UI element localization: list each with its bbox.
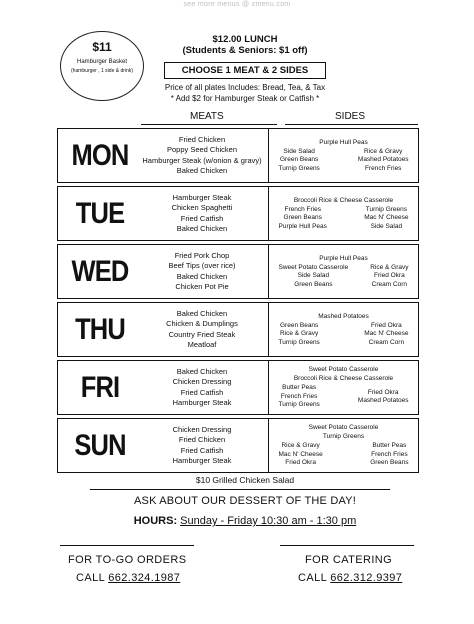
side-item: Side Salad [283,147,315,155]
sides-left-column [279,148,320,173]
sides-right-column [358,389,409,406]
catering-title: FOR CATERING [305,554,393,566]
basket-name: Hamburger Basket [76,59,128,65]
meat-item: Fried Catfish [180,387,224,397]
side-item: Mac N' Cheese [364,214,409,222]
catering-rule [280,545,414,546]
side-item: Mashed Potatoes [357,397,409,404]
side-item: Rice & Gravy [280,330,319,338]
sides-list [268,303,418,356]
side-item: Side Salad [297,272,330,280]
meat-item: Baked Chicken [176,166,228,175]
day-row [57,360,419,415]
side-item: Fried Okra [285,459,316,467]
day-name: SUN [74,428,126,462]
side-item: Mashed Potatoes [318,312,369,320]
side-item: Turnip Greens [278,164,320,172]
day-row [57,244,419,299]
meat-item: Baked Chicken [176,366,228,376]
grilled-chicken-salad: $10 Grilled Chicken Salad [195,475,295,485]
side-item: Cream Corn [368,338,405,346]
sides-right-column [364,206,408,231]
side-item: Butter Peas [282,384,317,392]
day-row [57,186,419,241]
side-item: French Fries [371,450,408,458]
side-item: Fried Okra [371,321,402,329]
sides-right-column [370,264,408,289]
sides-right-column [370,442,408,467]
meat-item: Fried Pork Chop [174,250,230,260]
side-item: Sweet Potato Casserole [308,366,379,374]
sides-list [268,129,418,182]
side-item: Side Salad [370,222,403,230]
sides-right-column [358,148,409,173]
basket-description: (hamburger , 1 side & drink) [71,68,133,74]
side-item: French Fries [364,164,402,172]
meat-item: Chicken Spaghetti [171,203,233,212]
watermark: see more menus @ zmenu.com [183,1,291,8]
togo-rule [60,545,194,546]
catering-phone-line [298,571,402,585]
sides-header-rule [285,124,418,125]
day-name: MON [71,138,129,172]
sides-grid [279,148,409,173]
sides-column-header: SIDES [335,111,366,122]
meat-item: Chicken & Dumplings [166,319,238,328]
side-item: Rice & Gravy [370,263,409,271]
meat-item: Beef Tips (over rice) [168,261,236,270]
meat-item: Fried Chicken [178,435,226,444]
meat-item: Hamburger Steak [172,192,232,202]
divider [90,489,390,490]
side-item: Turnip Greens [322,433,365,441]
side-item: French Fries [280,392,318,400]
basket-price: $11 [92,40,112,54]
choose-instruction: CHOOSE 1 MEAT & 2 SIDES [164,62,326,79]
side-item: Butter Peas [372,442,407,450]
side-item: Sweet Potato Casserole [278,263,349,271]
side-item: Purple Hull Peas [278,222,327,230]
meat-item: Meatloaf [187,340,217,349]
side-item: Mac N' Cheese [364,330,409,338]
side-item: Turnip Greens [278,338,320,346]
meats-list [142,129,262,182]
togo-call-label: CALL [76,572,105,584]
side-item: Turnip Greens [365,205,408,213]
catering-call-label: CALL [298,572,327,584]
day-row [57,128,419,183]
day-name: TUE [75,196,125,230]
sides-grid [279,264,409,289]
meat-item: Chicken Dressing [172,424,232,434]
meat-item: Hamburger Steak [172,456,232,465]
side-item: Mashed Potatoes [357,156,409,164]
togo-title: FOR TO-GO ORDERS [68,554,187,566]
side-item: Cream Corn [371,280,408,288]
day-name: THU [75,312,125,346]
meat-item: Fried Catfish [180,213,224,223]
discount-note: (Students & Seniors: $1 off) [182,45,308,56]
sides-left-column [279,206,327,231]
togo-phone[interactable]: 662.324.1987 [108,572,181,584]
meat-item: Baked Chicken [176,308,228,318]
sides-grid [279,442,409,467]
side-item: Sweet Potato Casserole [308,424,379,432]
sides-left-column [279,442,323,467]
side-item: Green Beans [283,214,322,222]
plate-includes: Price of all plates Includes: Bread, Tea, & Tax [164,83,326,92]
side-item: Fried Okra [374,272,405,280]
meats-header-rule [141,124,277,125]
sides-grid [279,206,409,231]
meat-item: Fried Catfish [180,445,224,455]
hours-label: HOURS: [133,515,178,527]
meat-item: Baked Chicken [176,271,228,281]
togo-phone-line [76,571,180,585]
side-item: Rice & Gravy [364,147,403,155]
sides-left-column [279,322,320,347]
sides-list [268,419,418,472]
side-item: Purple Hull Peas [319,138,368,146]
sides-right-column [364,322,408,347]
lunch-price-title: $12.00 LUNCH [212,34,278,45]
side-item: Mac N' Cheese [278,450,323,458]
day-row [57,302,419,357]
meat-item: Hamburger Steak (w/onion & gravy) [142,155,262,165]
side-item: Broccoli Rice & Cheese Casserole [293,375,394,383]
meat-item: Fried Chicken [178,134,226,144]
meats-list [142,419,262,472]
sides-left-column [279,264,349,289]
side-item: Green Beans [280,321,319,329]
day-row [57,418,419,473]
meat-item: Country Fried Steak [168,329,236,339]
meat-item: Baked Chicken [176,224,228,233]
meats-list [142,361,262,414]
side-item: Green Beans [294,280,333,288]
meats-list [142,187,262,240]
dessert-note: ASK ABOUT OUR DESSERT OF THE DAY! [134,495,356,507]
catering-phone[interactable]: 662.312.9397 [330,572,403,584]
hours [80,515,410,528]
meat-item: Chicken Dressing [172,377,232,386]
side-item: Purple Hull Peas [319,254,368,262]
day-name: FRI [80,370,120,404]
sides-list [268,361,418,414]
meats-column-header: MEATS [190,111,224,122]
side-item: Rice & Gravy [281,442,320,450]
side-item: Green Beans [280,156,319,164]
sides-list [268,245,418,298]
sides-grid [279,384,409,409]
side-item: Fried Okra [367,388,399,396]
meat-item: Chicken Pot Pie [175,282,229,291]
meat-item: Hamburger Steak [172,398,232,407]
sides-left-column [279,384,320,409]
side-item: Green Beans [370,459,409,467]
meats-list [142,245,262,298]
hours-text: Sunday - Friday 10:30 am - 1:30 pm [180,515,357,527]
side-item: Broccoli Rice & Cheese Casserole [293,196,394,204]
meats-list [142,303,262,356]
meat-item: Poppy Seed Chicken [166,145,238,154]
sides-grid [279,322,409,347]
day-name: WED [71,254,129,288]
side-item: Turnip Greens [278,401,320,409]
side-item: French Fries [284,205,321,213]
addon-note: * Add $2 for Hamburger Steak or Catfish * [170,94,320,103]
sides-list [268,187,418,240]
